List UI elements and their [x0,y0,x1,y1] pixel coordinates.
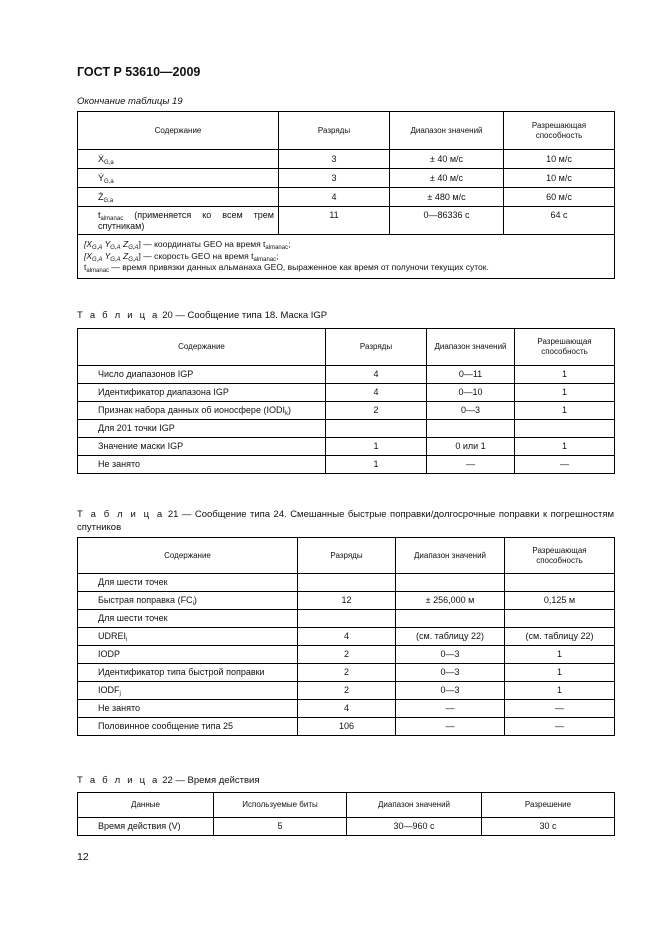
table21-cell-bits: 2 [298,682,396,700]
table20-cell-content: Идентификатор диапазона IGP [78,384,326,402]
table21-cell-content: Для шести точек [78,610,298,628]
table19-cell-bits: 4 [279,188,390,207]
table21-cell-bits: 106 [298,718,396,736]
table19-cell-range: ± 40 м/с [390,169,504,188]
table-row [78,818,615,836]
table20-cell-resolution: 1 [515,366,615,384]
table21-cell-resolution: 1 [505,664,615,682]
table20-header-bits: Разряды [326,329,427,366]
table21-cell-range: 0—3 [396,664,505,682]
table22-header-resolution: Разрешение [482,793,615,818]
table21-cell-range: — [396,718,505,736]
table20-header-resolution: Разрешающая способность [515,329,615,366]
table21-cell-content: Для шести точек [78,574,298,592]
table-row [78,592,615,610]
table19-cell-content: Ẏ$_{G,a}$ [78,169,279,188]
note-line-time: $t_{almanac}$ — время привязки данных альманаха GEO, выраженное как время от полуночи текущих суток. [84,262,489,275]
table22-header-data: Данные [78,793,214,818]
table21-cell-bits: 2 [298,664,396,682]
table22-header-row [78,793,615,818]
table21-cell-bits [298,574,396,592]
table22-cell-range: 30—960 с [347,818,482,836]
table20-cell-range: 0—3 [427,402,515,420]
table21-header-content: Содержание [78,538,298,574]
table20-cell-resolution: 1 [515,402,615,420]
table19-notes [78,235,615,279]
table20-cell-bits: 1 [326,438,427,456]
table21-cell-resolution [505,610,615,628]
table-row [78,682,615,700]
table21-cell-content: Половинное сообщение типа 25 [78,718,298,736]
table21-cell-resolution: 0,125 м [505,592,615,610]
note-line-position: [$X_{G,A}$ $Y_{G,A}$ $Z_{G,A}$] — координаты GEO на время $t_{almanac}$; [84,239,291,252]
table20-cell-range [427,420,515,438]
table19-cell-resolution: 64 с [504,207,615,235]
table21-cell-bits: 2 [298,646,396,664]
table19-cell-content: Ẋ$_{G,a}$ [78,150,279,169]
table21-cell-content: IODP [78,646,298,664]
table20-cell-bits: 1 [326,456,427,474]
table20-cell-content: Признак набора данных об ионосфере $(IODI_k)$ [78,402,326,420]
table19-cell-resolution: 60 м/с [504,188,615,207]
table21-cell-content: Идентификатор типа быстрой поправки [78,664,298,682]
table-row [78,718,615,736]
table21-cell-range [396,610,505,628]
table21-cell-content: Быстрая поправка $(FC_i)$ [78,592,298,610]
table21-cell-resolution: — [505,700,615,718]
table-row [78,610,615,628]
table-row [78,664,615,682]
table20-caption: Т а б л и ц а 20 — Сообщение типа 18. Маска IGP [77,310,328,321]
table21 [77,537,615,736]
table21-caption: Т а б л и ц а 21 — Сообщение типа 24. Смешанные быстрые поправки/долгосрочные поправки к погрешностям спутников [77,509,614,533]
table20-cell-resolution [515,420,615,438]
table-row [78,384,615,402]
table-row [78,150,615,169]
table19-cell-resolution: 10 м/с [504,150,615,169]
table21-cell-content: $UDREI_i$ [78,628,298,646]
table19-caption: Окончание таблицы 19 [77,96,183,107]
table21-header-row [78,538,615,574]
table21-cell-resolution: 1 [505,682,615,700]
table21-cell-resolution: 1 [505,646,615,664]
table21-header-resolution: Разрешающая способность [505,538,615,574]
table-row [78,207,615,235]
table-row [78,366,615,384]
table20-header-row [78,329,615,366]
table21-cell-range: 0—3 [396,646,505,664]
table20-cell-resolution: 1 [515,384,615,402]
table-row [78,420,615,438]
table21-cell-content: Не занято [78,700,298,718]
table19-cell-resolution: 10 м/с [504,169,615,188]
table20-header-range: Диапазон значений [427,329,515,366]
table20-cell-content: Не занято [78,456,326,474]
table21-cell-bits: 12 [298,592,396,610]
table22-cell-content: Время действия (V) [78,818,214,836]
table21-header-range: Диапазон значений [396,538,505,574]
table19-cell-range: ± 480 м/с [390,188,504,207]
table21-cell-bits [298,610,396,628]
table19-header-row [78,112,615,150]
table-row [78,402,615,420]
table20-cell-content: Значение маски IGP [78,438,326,456]
table20-cell-content: Для 201 точки IGP [78,420,326,438]
table19-cell-bits: 3 [279,150,390,169]
table21-cell-range: ± 256,000 м [396,592,505,610]
table20-cell-bits: 4 [326,366,427,384]
table19-header-bits: Разряды [279,112,390,150]
table22-header-range: Диапазон значений [347,793,482,818]
table-row [78,574,615,592]
table19-cell-range: ± 40 м/с [390,150,504,169]
table-row [78,188,615,207]
table21-cell-range: — [396,700,505,718]
table-row [78,438,615,456]
document-title: ГОСТ Р 53610—2009 [77,65,201,79]
note-line-velocity: [$X_{G,A}$ $Y_{G,A}$ $Z_{G,A}$] — скорость GEO на время $t_{almanac}$; [84,250,279,263]
table22-caption: Т а б л и ц а 22 — Время действия [77,775,260,786]
table19 [77,111,615,279]
table19-cell-content: $Ż_{G,a}$ [78,188,279,207]
table20-cell-bits: 2 [326,402,427,420]
table21-cell-range [396,574,505,592]
table21-header-bits: Разряды [298,538,396,574]
table19-cell-range: 0—86336 с [390,207,504,235]
table21-cell-bits: 4 [298,700,396,718]
table19-cell-content: $t_{almanac}$ (применяется ко всем трем спутникам) [78,207,279,235]
table22-cell-resolution: 30 с [482,818,615,836]
table20-cell-bits: 4 [326,384,427,402]
table20-cell-bits [326,420,427,438]
table20-cell-range: 0—11 [427,366,515,384]
table22 [77,792,615,836]
table-row [78,628,615,646]
table19-header-content: Содержание [78,112,279,150]
table20-cell-range: 0 или 1 [427,438,515,456]
table19-header-resolution: Разрешающая способность [504,112,615,150]
table20-cell-range: — [427,456,515,474]
table21-cell-resolution: — [505,718,615,736]
table19-cell-bits: 3 [279,169,390,188]
table20-cell-content: Число диапазонов IGP [78,366,326,384]
table21-cell-content: $IODF_j$ [78,682,298,700]
page-number: 12 [77,851,89,863]
table20-cell-range: 0—10 [427,384,515,402]
table21-cell-resolution: (см. таблицу 22) [505,628,615,646]
table19-notes-row [78,235,615,279]
table22-header-bits: Используемые биты [214,793,347,818]
table19-header-range: Диапазон значений [390,112,504,150]
table20-cell-resolution: 1 [515,438,615,456]
table-row [78,700,615,718]
table21-cell-bits: 4 [298,628,396,646]
table21-cell-range: 0—3 [396,682,505,700]
table20-cell-resolution: — [515,456,615,474]
table20-header-content: Содержание [78,329,326,366]
table-row [78,456,615,474]
table21-cell-range: (см. таблицу 22) [396,628,505,646]
table21-cell-resolution [505,574,615,592]
table-row [78,646,615,664]
table19-cell-bits: 11 [279,207,390,235]
table-row [78,169,615,188]
table22-cell-bits: 5 [214,818,347,836]
table20 [77,328,615,474]
